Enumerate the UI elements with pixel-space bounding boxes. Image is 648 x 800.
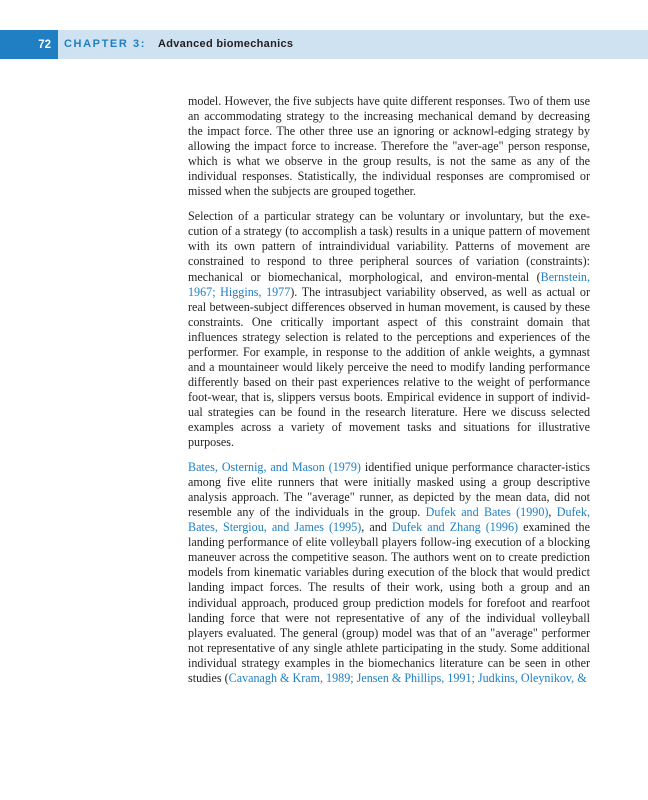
paragraph-3 (188, 460, 590, 686)
body-text (188, 94, 590, 696)
page-number: 72 (0, 30, 58, 59)
paragraph-text: model. However, the five subjects have quite different responses. Two of them use an accommodating strategy to the increasing mechanical demand by decreasing the impact force. The other three use an ignoring or acknowl-edging strategy by allowing the impact force to increase. Therefore the "aver-age" person response, which is what we observe in the group results, is not the same as any of the individual responses. Statistically, the individual responses are compromised or missed when the subjects are grouped together. (188, 94, 590, 199)
paragraph-text: identified unique performance character-istics among five elite runners that were initially masked using a group descriptive analysis approach. The "average" runner, as depicted by the mean data, did not resemble any of the individuals in the group. (188, 460, 590, 520)
citation-link[interactable]: Dufek, Bates, Stergiou, and James (1995) (188, 505, 590, 535)
citation-link[interactable]: Dufek and Bates (1990) (425, 505, 549, 520)
paragraph-text: ). The intrasubject variability observed, as well as actual or real between-subject differences observed in human movement, is caused by these constraints. One critically important aspect of this constraint domain that influences strategy selection is related to the perceptions and experiences of the performer. For example, in response to the addition of ankle weights, a gymnast and a mountaineer would likely perceive the need to modify landing performance differently based on their past experiences relative to the weight of performance foot-wear, that is, slippers versus boots. Empirical evidence in support of individ-ual strategies can be found in the research literature. Here we discuss selected examples across a variety of movement tasks and situations for illustrative purposes. (188, 284, 591, 450)
running-header (0, 30, 648, 59)
paragraph-2 (188, 209, 590, 450)
citation-link[interactable]: Dufek and Zhang (1996) (391, 520, 519, 535)
chapter-title: Advanced biomechanics (158, 38, 294, 50)
paragraph-text: Selection of a particular strategy can be voluntary or involuntary, but the exe-cution of a strategy (to accomplish a task) results in a unique pattern of movement with its own pattern of intraindividual variability. Patterns of movement are constrained to respond to three peripheral sources of variation (constraints): mechanical or biomechanical, morphological, and environ-mental ( (188, 209, 590, 284)
paragraph-1 (188, 94, 590, 199)
citation-link[interactable]: Cavanagh & Kram, 1989; Jensen & Phillips, 1991; Judkins, Oleynikov, & (228, 670, 587, 685)
paragraph-text: , (548, 505, 557, 520)
citation-link[interactable]: Bates, Osternig, and Mason (1979) (188, 460, 361, 475)
paragraph-text: , and (361, 520, 392, 535)
citation-link[interactable]: Bernstein, 1967; Higgins, 1977 (188, 269, 590, 299)
paragraph-text: examined the landing performance of elite volleyball players follow-ing execution of a blocking maneuver across the competitive season. The authors went on to create prediction models from kinematic variables during execution of the block that would predict landing impact forces. The results of their work, using both a group and an individual approach, produced group prediction models for forefoot and rearfoot landing force that were not representative of any of the individual volleyball players evaluated. The general (group) model was that of an "average" performer not representative of any single athlete participating in the study. Some additional individual strategy examples in the biomechanics literature can be seen in other studies ( (188, 520, 590, 685)
chapter-label: CHAPTER 3: (64, 38, 147, 50)
